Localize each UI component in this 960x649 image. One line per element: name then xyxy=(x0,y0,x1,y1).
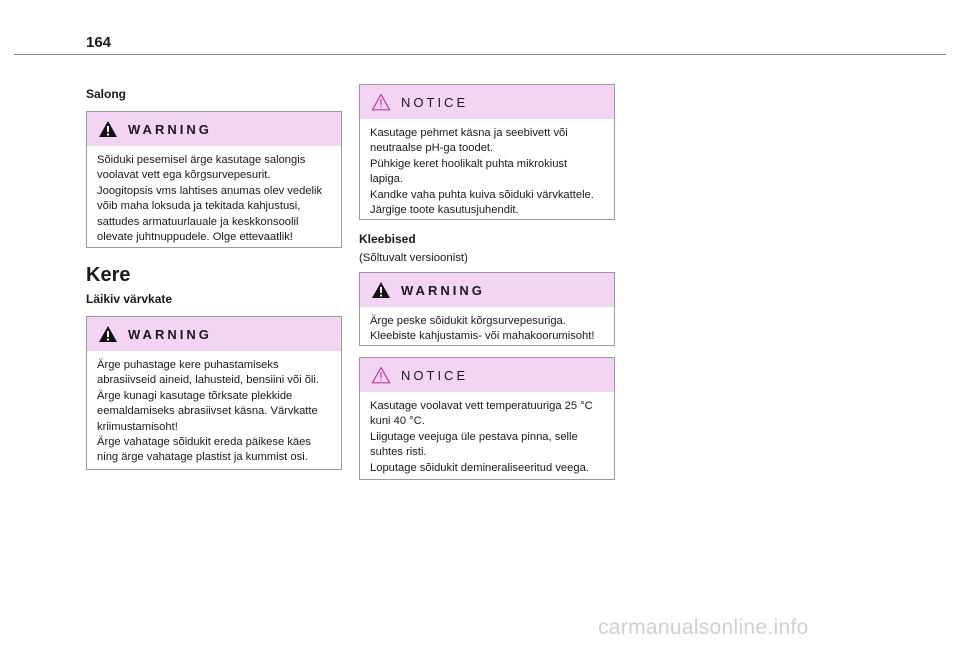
warning-text xyxy=(360,307,614,351)
text-line: lapiga. xyxy=(370,173,403,186)
warning-box-paint xyxy=(86,316,342,470)
notice-text xyxy=(360,119,614,224)
text-line: olevate juhtnuppudele. Olge ettevaatlik! xyxy=(97,231,293,244)
section-heading-kleebised: Kleebised xyxy=(359,232,416,246)
text-line: Järgige toote kasutusjuhendit. xyxy=(370,204,519,217)
text-line: sattudes armatuurlauale ja keskkonsoolil xyxy=(97,215,299,228)
warning-box-salong xyxy=(86,111,342,248)
text-line: voolavat vett ega kõrgsurvepesurit. xyxy=(97,169,271,182)
watermark: carmanualsonline.info xyxy=(598,616,809,639)
text-line: ning ärge vahatage plastist ja kummist osi. xyxy=(97,451,308,464)
warning-title: WARNING xyxy=(128,121,212,137)
warning-header xyxy=(360,273,614,307)
text-line: kriimustamisoht! xyxy=(97,420,178,433)
text-line: kuni 40 °C. xyxy=(370,415,425,428)
section-heading-kere: Kere xyxy=(86,264,131,286)
warning-text xyxy=(87,146,341,251)
text-line: Ärge kunagi kasutage tõrksate plekkide xyxy=(97,389,293,402)
notice-header xyxy=(360,85,614,119)
text-line: Loputage sõidukit demineraliseeritud veega. xyxy=(370,461,589,474)
notice-triangle-icon xyxy=(371,366,391,384)
section-heading-salong: Salong xyxy=(86,87,127,101)
warning-title: WARNING xyxy=(128,326,212,342)
subsection-heading-laikiv: Läikiv värvkate xyxy=(86,292,173,306)
text-line: Kasutage voolavat vett temperatuuriga 25 °C xyxy=(370,400,593,412)
notice-box-stickers xyxy=(359,357,615,480)
page-number: 164 xyxy=(86,34,112,51)
text-line: Pühkige keret hoolikalt puhta mikrokiust xyxy=(370,157,568,170)
text-line: Ärge vahatage sõidukit ereda päikese käes xyxy=(97,436,311,449)
warning-text xyxy=(87,351,341,472)
warning-triangle-icon xyxy=(371,281,391,299)
warning-triangle-icon xyxy=(98,120,118,138)
warning-box-stickers xyxy=(359,272,615,346)
warning-triangle-icon xyxy=(98,325,118,343)
subheading-version-note: (Sõltuvalt versioonist) xyxy=(359,252,468,264)
notice-box-paint xyxy=(359,84,615,220)
notice-title: NOTICE xyxy=(401,367,469,383)
warning-header xyxy=(87,317,341,351)
text-line: neutraalse pH-ga toodet. xyxy=(370,142,494,155)
text-line: suhtes risti. xyxy=(370,446,427,459)
text-line: võib maha loksuda ja tekitada kahjustusi, xyxy=(97,200,301,213)
warning-title: WARNING xyxy=(401,282,485,298)
notice-title: NOTICE xyxy=(401,94,469,110)
text-line: abrasiivseid aineid, lahusteid, bensiini või õli. xyxy=(97,374,320,387)
notice-header xyxy=(360,358,614,392)
notice-triangle-icon xyxy=(371,93,391,111)
text-line: Sõiduki pesemisel ärge kasutage salongis xyxy=(97,154,306,166)
text-line: Liigutage veejuga üle pestava pinna, selle xyxy=(370,430,578,443)
text-line: Ärge puhastage kere puhastamiseks xyxy=(97,359,279,371)
top-divider xyxy=(14,54,946,55)
text-line: Kleebiste kahjustamis- või mahakoorumisoht! xyxy=(370,330,595,343)
notice-text xyxy=(360,392,614,482)
text-line: Joogitopsis vms lahtises anumas olev vedelik xyxy=(97,184,323,197)
text-line: eemaldamiseks abrasiivset käsna. Värvkatte xyxy=(97,405,318,418)
text-line: Ärge peske sõidukit kõrgsurvepesuriga. xyxy=(370,315,566,327)
text-line: Kandke vaha puhta kuiva sõiduki värvkattele. xyxy=(370,188,594,201)
text-line: Kasutage pehmet käsna ja seebivett või xyxy=(370,127,568,139)
warning-header xyxy=(87,112,341,146)
